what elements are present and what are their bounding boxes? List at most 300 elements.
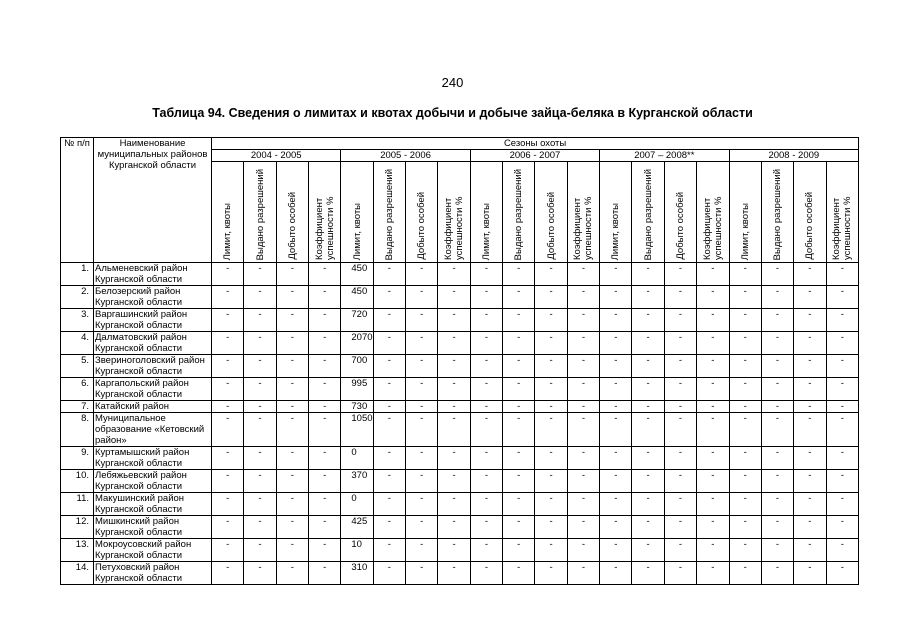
empty-value: - <box>470 413 502 447</box>
empty-value: - <box>697 401 729 413</box>
table-body <box>61 263 859 585</box>
empty-value: - <box>567 332 599 355</box>
row-number: 11. <box>61 493 94 516</box>
empty-value: - <box>729 447 761 470</box>
empty-value: - <box>729 378 761 401</box>
empty-value: - <box>309 447 341 470</box>
empty-value: - <box>826 286 859 309</box>
empty-value: - <box>276 493 308 516</box>
empty-value: - <box>600 516 632 539</box>
empty-value: - <box>567 309 599 332</box>
harvested-header <box>406 162 438 263</box>
table-row <box>61 378 859 401</box>
header-district: Наименование муниципальных районов Курганской области <box>94 138 212 263</box>
district-name: Макушинский район Курганской области <box>94 493 212 516</box>
empty-value: - <box>632 286 664 309</box>
empty-value: - <box>794 539 826 562</box>
table-row <box>61 286 859 309</box>
table-row <box>61 562 859 585</box>
empty-value: - <box>276 516 308 539</box>
empty-value: - <box>438 539 470 562</box>
empty-value: - <box>729 401 761 413</box>
empty-value: - <box>826 413 859 447</box>
row-number: 2. <box>61 286 94 309</box>
empty-value: - <box>794 332 826 355</box>
district-name: Мишкинский район Курганской области <box>94 516 212 539</box>
empty-value: - <box>600 378 632 401</box>
empty-value: - <box>761 470 793 493</box>
empty-value: - <box>729 332 761 355</box>
empty-value: - <box>276 263 308 286</box>
empty-value: - <box>761 309 793 332</box>
empty-value: - <box>632 562 664 585</box>
empty-value: - <box>309 413 341 447</box>
empty-value: - <box>729 309 761 332</box>
empty-value: - <box>244 355 276 378</box>
empty-value: - <box>697 413 729 447</box>
empty-value: - <box>503 401 535 413</box>
table-row <box>61 447 859 470</box>
table-row <box>61 516 859 539</box>
empty-value: - <box>664 332 696 355</box>
table-row <box>61 355 859 378</box>
empty-value: - <box>470 378 502 401</box>
empty-value: - <box>212 332 244 355</box>
district-name: Далматовский район Курганской области <box>94 332 212 355</box>
empty-value: - <box>406 516 438 539</box>
empty-value: - <box>309 332 341 355</box>
empty-value: - <box>664 539 696 562</box>
empty-value: - <box>729 493 761 516</box>
empty-value: - <box>373 286 405 309</box>
empty-value: - <box>373 539 405 562</box>
empty-value: - <box>503 263 535 286</box>
empty-value: - <box>535 516 567 539</box>
empty-value: - <box>373 516 405 539</box>
empty-value: - <box>761 355 793 378</box>
empty-value: - <box>212 413 244 447</box>
empty-value: - <box>761 332 793 355</box>
empty-value: - <box>244 332 276 355</box>
district-name: Лебяжьевский район Курганской области <box>94 470 212 493</box>
permits-header <box>244 162 276 263</box>
empty-value: - <box>470 355 502 378</box>
empty-value: - <box>309 263 341 286</box>
empty-value: - <box>729 539 761 562</box>
empty-value: - <box>567 539 599 562</box>
empty-value: - <box>212 470 244 493</box>
empty-value: - <box>276 447 308 470</box>
empty-value: - <box>697 516 729 539</box>
empty-value: - <box>503 355 535 378</box>
empty-value: - <box>503 447 535 470</box>
empty-value: - <box>600 263 632 286</box>
empty-value: - <box>309 562 341 585</box>
limit-header <box>729 162 761 263</box>
empty-value: - <box>826 493 859 516</box>
success-header-text: Коэффициент успешности % <box>701 196 724 260</box>
empty-value: - <box>826 562 859 585</box>
limit-value: 2070 <box>341 332 373 355</box>
row-number: 8. <box>61 413 94 447</box>
empty-value: - <box>600 447 632 470</box>
empty-value: - <box>406 332 438 355</box>
empty-value: - <box>794 309 826 332</box>
permits-header-text: Выдано разрешений <box>254 168 266 260</box>
empty-value: - <box>794 263 826 286</box>
limit-value: 450 <box>341 263 373 286</box>
district-name: Альменевский район Курганской области <box>94 263 212 286</box>
row-number: 14. <box>61 562 94 585</box>
limit-value: 995 <box>341 378 373 401</box>
empty-value: - <box>373 401 405 413</box>
empty-value: - <box>600 539 632 562</box>
empty-value: - <box>276 332 308 355</box>
empty-value: - <box>535 401 567 413</box>
empty-value: - <box>373 355 405 378</box>
empty-value: - <box>697 562 729 585</box>
empty-value: - <box>697 378 729 401</box>
empty-value: - <box>729 286 761 309</box>
empty-value: - <box>438 332 470 355</box>
success-header-text: Коэффициент успешности % <box>831 196 854 260</box>
empty-value: - <box>567 401 599 413</box>
empty-value: - <box>309 309 341 332</box>
limit-header <box>470 162 502 263</box>
empty-value: - <box>535 539 567 562</box>
success-header <box>697 162 729 263</box>
empty-value: - <box>309 355 341 378</box>
harvested-header-text: Добыто особей <box>545 192 557 260</box>
permits-header <box>761 162 793 263</box>
empty-value: - <box>664 263 696 286</box>
empty-value: - <box>794 413 826 447</box>
empty-value: - <box>470 309 502 332</box>
empty-value: - <box>406 413 438 447</box>
success-header <box>438 162 470 263</box>
table-title: Таблица 94. Сведения о лимитах и квотах добычи и добыче зайца-беляка в Курганской области <box>152 106 753 120</box>
empty-value: - <box>826 539 859 562</box>
empty-value: - <box>697 309 729 332</box>
table-row <box>61 263 859 286</box>
empty-value: - <box>212 263 244 286</box>
empty-value: - <box>729 470 761 493</box>
empty-value: - <box>244 286 276 309</box>
harvested-header <box>664 162 696 263</box>
empty-value: - <box>244 539 276 562</box>
empty-value: - <box>406 470 438 493</box>
success-header-text: Коэффициент успешности % <box>313 196 336 260</box>
empty-value: - <box>438 493 470 516</box>
empty-value: - <box>664 493 696 516</box>
empty-value: - <box>535 493 567 516</box>
success-header-text: Коэффициент успешности % <box>572 196 595 260</box>
empty-value: - <box>761 401 793 413</box>
row-number: 1. <box>61 263 94 286</box>
empty-value: - <box>729 562 761 585</box>
empty-value: - <box>826 378 859 401</box>
limit-value: 450 <box>341 286 373 309</box>
empty-value: - <box>406 286 438 309</box>
empty-value: - <box>309 493 341 516</box>
empty-value: - <box>470 263 502 286</box>
empty-value: - <box>212 447 244 470</box>
empty-value: - <box>470 516 502 539</box>
empty-value: - <box>373 562 405 585</box>
empty-value: - <box>535 355 567 378</box>
empty-value: - <box>794 286 826 309</box>
row-number: 12. <box>61 516 94 539</box>
empty-value: - <box>212 286 244 309</box>
empty-value: - <box>632 263 664 286</box>
empty-value: - <box>244 562 276 585</box>
empty-value: - <box>632 355 664 378</box>
empty-value: - <box>664 355 696 378</box>
table-row <box>61 493 859 516</box>
row-number: 4. <box>61 332 94 355</box>
limit-header-text: Лимит, квоты <box>351 202 363 260</box>
empty-value: - <box>470 447 502 470</box>
empty-value: - <box>794 562 826 585</box>
success-header <box>309 162 341 263</box>
empty-value: - <box>373 447 405 470</box>
empty-value: - <box>212 539 244 562</box>
empty-value: - <box>503 413 535 447</box>
empty-value: - <box>697 539 729 562</box>
empty-value: - <box>438 286 470 309</box>
permits-header <box>503 162 535 263</box>
limit-value: 10 <box>341 539 373 562</box>
empty-value: - <box>244 263 276 286</box>
empty-value: - <box>212 562 244 585</box>
empty-value: - <box>244 447 276 470</box>
empty-value: - <box>373 263 405 286</box>
empty-value: - <box>438 401 470 413</box>
empty-value: - <box>503 562 535 585</box>
empty-value: - <box>600 401 632 413</box>
empty-value: - <box>309 286 341 309</box>
empty-value: - <box>535 309 567 332</box>
empty-value: - <box>826 516 859 539</box>
limit-header-text: Лимит, квоты <box>739 202 751 260</box>
empty-value: - <box>632 413 664 447</box>
empty-value: - <box>761 539 793 562</box>
empty-value: - <box>535 562 567 585</box>
empty-value: - <box>276 539 308 562</box>
limit-value: 425 <box>341 516 373 539</box>
empty-value: - <box>632 401 664 413</box>
empty-value: - <box>244 309 276 332</box>
permits-header-text: Выдано разрешений <box>642 168 654 260</box>
harvested-header <box>794 162 826 263</box>
empty-value: - <box>212 401 244 413</box>
limit-value: 0 <box>341 447 373 470</box>
empty-value: - <box>406 309 438 332</box>
season-header: 2008 - 2009 <box>729 150 859 162</box>
limit-header-text: Лимит, квоты <box>610 202 622 260</box>
empty-value: - <box>567 263 599 286</box>
empty-value: - <box>244 516 276 539</box>
empty-value: - <box>438 470 470 493</box>
empty-value: - <box>794 355 826 378</box>
empty-value: - <box>470 332 502 355</box>
permits-header <box>632 162 664 263</box>
empty-value: - <box>406 355 438 378</box>
empty-value: - <box>567 470 599 493</box>
empty-value: - <box>567 562 599 585</box>
row-number: 7. <box>61 401 94 413</box>
district-name: Мокроусовский район Курганской области <box>94 539 212 562</box>
limit-header <box>600 162 632 263</box>
empty-value: - <box>697 493 729 516</box>
empty-value: - <box>212 493 244 516</box>
empty-value: - <box>761 263 793 286</box>
empty-value: - <box>794 493 826 516</box>
success-header-text: Коэффициент успешности % <box>443 196 466 260</box>
empty-value: - <box>600 332 632 355</box>
limit-value: 720 <box>341 309 373 332</box>
harvested-header <box>535 162 567 263</box>
empty-value: - <box>406 263 438 286</box>
empty-value: - <box>212 378 244 401</box>
permits-header-text: Выдано разрешений <box>772 168 784 260</box>
empty-value: - <box>309 516 341 539</box>
empty-value: - <box>761 286 793 309</box>
empty-value: - <box>632 332 664 355</box>
empty-value: - <box>826 355 859 378</box>
empty-value: - <box>664 401 696 413</box>
district-name: Катайский район <box>94 401 212 413</box>
empty-value: - <box>697 447 729 470</box>
limit-header <box>341 162 373 263</box>
empty-value: - <box>794 401 826 413</box>
empty-value: - <box>373 332 405 355</box>
empty-value: - <box>632 447 664 470</box>
header-num: № п/п <box>61 138 94 263</box>
empty-value: - <box>761 493 793 516</box>
empty-value: - <box>535 286 567 309</box>
harvested-header-text: Добыто особей <box>416 192 428 260</box>
page-number: 240 <box>441 75 464 90</box>
empty-value: - <box>761 378 793 401</box>
empty-value: - <box>503 470 535 493</box>
empty-value: - <box>664 286 696 309</box>
empty-value: - <box>826 447 859 470</box>
empty-value: - <box>826 332 859 355</box>
row-number: 3. <box>61 309 94 332</box>
empty-value: - <box>600 355 632 378</box>
empty-value: - <box>244 378 276 401</box>
empty-value: - <box>600 470 632 493</box>
empty-value: - <box>503 378 535 401</box>
empty-value: - <box>373 309 405 332</box>
empty-value: - <box>406 539 438 562</box>
empty-value: - <box>664 562 696 585</box>
empty-value: - <box>729 263 761 286</box>
empty-value: - <box>503 516 535 539</box>
empty-value: - <box>826 263 859 286</box>
empty-value: - <box>794 516 826 539</box>
empty-value: - <box>535 447 567 470</box>
empty-value: - <box>664 413 696 447</box>
empty-value: - <box>794 470 826 493</box>
empty-value: - <box>567 447 599 470</box>
empty-value: - <box>632 493 664 516</box>
harvested-header-text: Добыто особей <box>286 192 298 260</box>
empty-value: - <box>632 539 664 562</box>
row-number: 5. <box>61 355 94 378</box>
empty-value: - <box>664 470 696 493</box>
empty-value: - <box>438 309 470 332</box>
empty-value: - <box>276 286 308 309</box>
limit-value: 730 <box>341 401 373 413</box>
empty-value: - <box>632 378 664 401</box>
empty-value: - <box>470 286 502 309</box>
empty-value: - <box>276 355 308 378</box>
empty-value: - <box>438 378 470 401</box>
empty-value: - <box>697 470 729 493</box>
district-name: Варгашинский район Курганской области <box>94 309 212 332</box>
row-number: 10. <box>61 470 94 493</box>
empty-value: - <box>212 516 244 539</box>
empty-value: - <box>567 413 599 447</box>
empty-value: - <box>503 286 535 309</box>
empty-value: - <box>470 470 502 493</box>
empty-value: - <box>794 447 826 470</box>
empty-value: - <box>373 413 405 447</box>
row-number: 13. <box>61 539 94 562</box>
table-row <box>61 539 859 562</box>
empty-value: - <box>276 413 308 447</box>
empty-value: - <box>503 493 535 516</box>
header-seasons: Сезоны охоты <box>212 138 859 150</box>
empty-value: - <box>535 470 567 493</box>
permits-header <box>373 162 405 263</box>
empty-value: - <box>697 355 729 378</box>
empty-value: - <box>438 263 470 286</box>
empty-value: - <box>309 401 341 413</box>
empty-value: - <box>309 378 341 401</box>
permits-header-text: Выдано разрешений <box>383 168 395 260</box>
empty-value: - <box>309 470 341 493</box>
empty-value: - <box>567 355 599 378</box>
empty-value: - <box>664 447 696 470</box>
empty-value: - <box>761 413 793 447</box>
empty-value: - <box>826 401 859 413</box>
empty-value: - <box>276 562 308 585</box>
empty-value: - <box>438 413 470 447</box>
empty-value: - <box>244 493 276 516</box>
empty-value: - <box>503 309 535 332</box>
empty-value: - <box>826 470 859 493</box>
empty-value: - <box>664 309 696 332</box>
empty-value: - <box>761 447 793 470</box>
empty-value: - <box>567 286 599 309</box>
empty-value: - <box>761 516 793 539</box>
empty-value: - <box>406 378 438 401</box>
district-name: Муниципальное образование «Кетовский район» <box>94 413 212 447</box>
empty-value: - <box>503 332 535 355</box>
district-name: Звериноголовский район Курганской области <box>94 355 212 378</box>
empty-value: - <box>503 539 535 562</box>
hare-limits-table <box>60 137 859 585</box>
empty-value: - <box>632 516 664 539</box>
empty-value: - <box>632 470 664 493</box>
empty-value: - <box>438 447 470 470</box>
empty-value: - <box>438 562 470 585</box>
harvested-header-text: Добыто особей <box>804 192 816 260</box>
empty-value: - <box>600 562 632 585</box>
